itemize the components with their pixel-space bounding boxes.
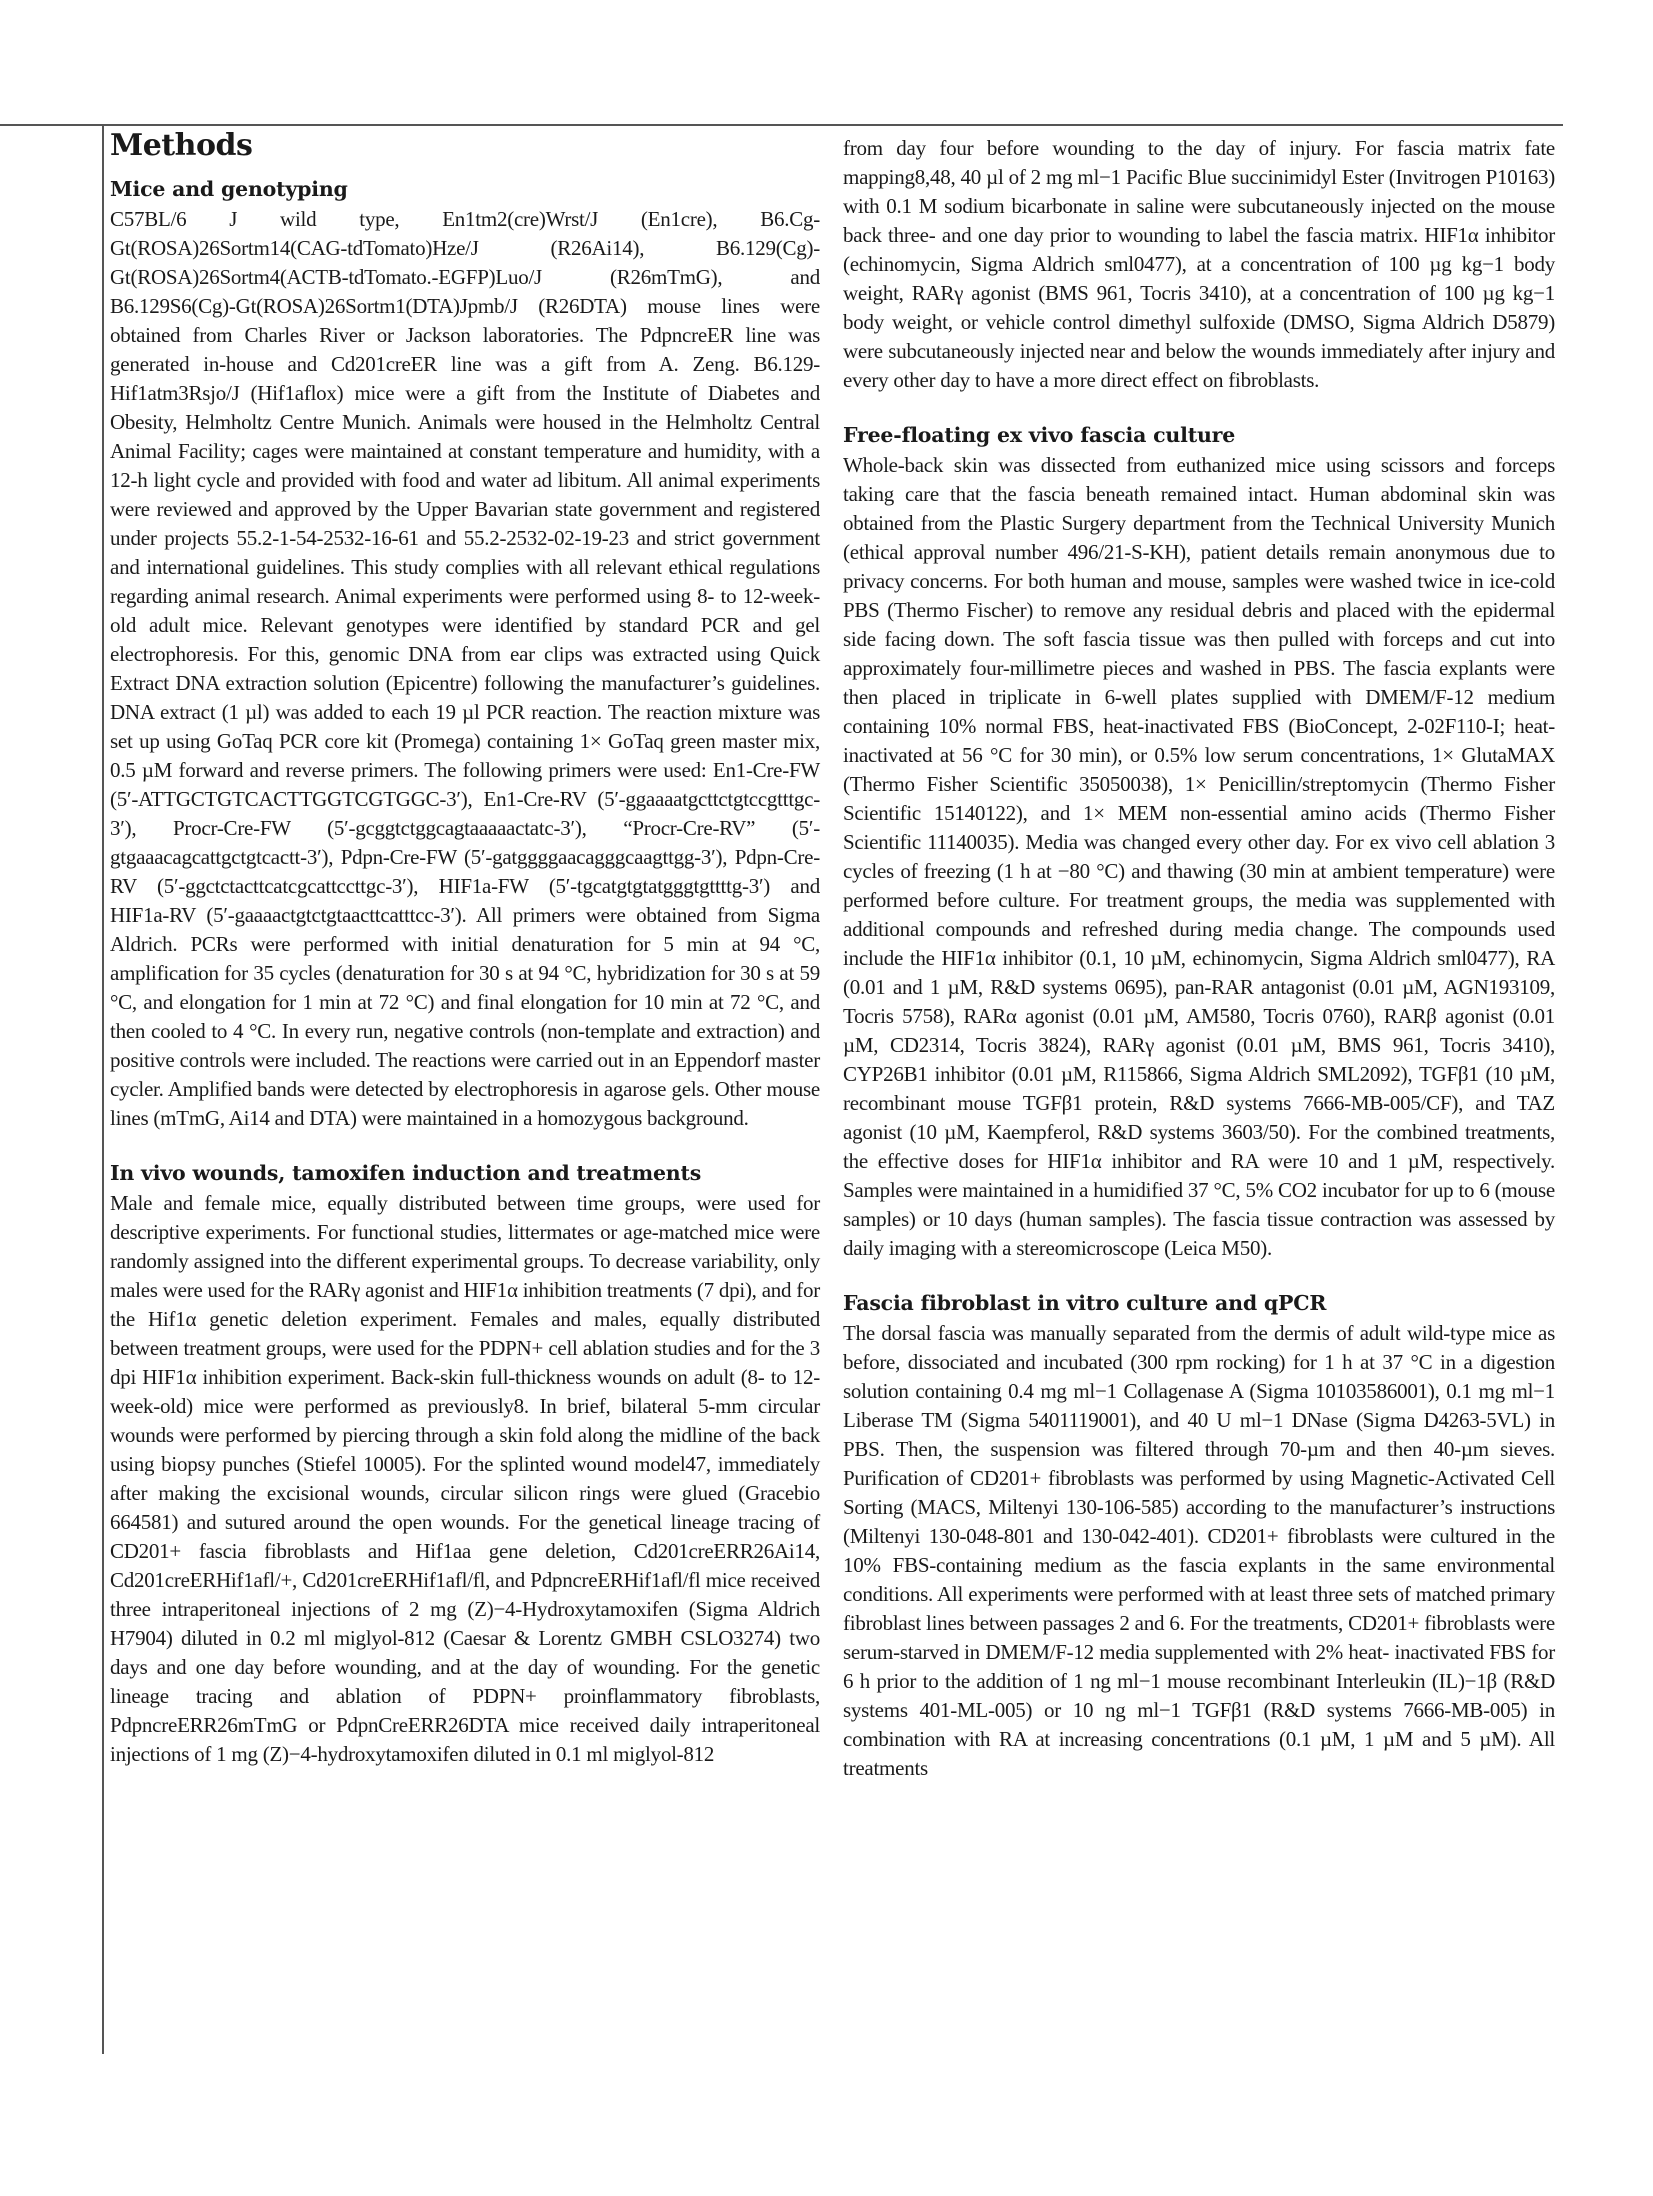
paragraph-exvivo: Whole-back skin was dissected from euthanized mice using scissors and forceps taking care that the fascia beneath remained intact. Human abdominal skin was obtained from the Plastic Surgery department from the Technical University Munich (ethical approval number 496/21-S-KH), patient details remain anonymous due to privacy concerns. For both human and mouse, samples were washed twice in ice-cold PBS (Thermo Fischer) to remove any residual debris and placed with the epidermal side facing down. The soft fascia tissue was then pulled with forceps and cut into approximately four-millimetre pieces and washed in PBS. The fascia explants were then placed in triplicate in 6-well plates supplied with DMEM/F-12 medium containing 10% normal FBS, heat-inactivated FBS (BioConcept, 2-02F110-I; heat-inactivated at 56 °C for 30 min), or 0.5% low serum concentrations, 1× GlutaMAX (Thermo Fisher Scientific 35050038), 1× Penicillin/streptomycin (Thermo Fisher Scientific 15140122), and 1× MEM non-essential amino acids (Thermo Fisher Scientific 11140035). Media was changed every other day. For ex vivo cell ablation 3 cycles of freezing (1 h at −80 °C) and thawing (30 min at ambient temperature) were performed before culture. For treatment groups, the media was supplemented with additional compounds and refreshed during media change. The compounds used include the HIF1α inhibitor (0.1, 10 µM, echinomycin, Sigma Aldrich sml0477), RA (0.01 and 1 µM, R&D systems 0695), pan-RAR antagonist (0.01 µM, AGN193109, Tocris 5758), RARα agonist (0.01 µM, AM580, Tocris 0760), RARβ agonist (0.01 µM, CD2314, Tocris 3824), RARγ agonist (0.01 µM, BMS 961, Tocris 3410), CYP26B1 inhibitor (0.01 µM, R115866, Sigma Aldrich SML2092), TGFβ1 (10 µM, recombinant mouse TGFβ1 protein, R&D systems 7666-MB-005/CF), and TAZ agonist (10 µM, Kaempferol, R&D systems 3603/50). For the combined treatments, the effective doses for HIF1α inhibitor and RA were 10 and 1 µM, respectively. Samples were maintained in a humidified 37 °C, 5% CO2 incubator for up to 6 (mouse samples) or 10 days (human samples). The fascia tissue contraction was assessed by daily imaging with a stereomicroscope (Leica M50). — [843, 453, 1555, 1260]
top-rule — [0, 124, 1563, 126]
left-column — [110, 128, 820, 1769]
paragraph-invivo: Male and female mice, equally distributed between time groups, were used for descriptive experiments. For functional studies, littermates or age-matched mice were randomly assigned into the different experimental groups. To decrease variability, only males were used for the RARγ agonist and HIF1α inhibition treatments (7 dpi), and for the Hif1α genetic deletion experiment. Females and males, equally distributed between treatment groups, were used for the PDPN+ cell ablation studies and for the 3 dpi HIF1α inhibition experiment. Back-skin full-thickness wounds on adult (8- to 12-week-old) mice were performed as previously8. In brief, bilateral 5-mm circular wounds were performed by piercing through a skin fold along the midline of the back using biopsy punches (Stiefel 10005). For the splinted wound model47, immediately after making the excisional wounds, circular silicon rings were glued (Gracebio 664581) and sutured around the open wounds. For the genetical lineage tracing of CD201+ fascia fibroblasts and Hif1aa gene deletion, Cd201creERR26Ai14, Cd201creERHif1afl/+, Cd201creERHif1afl/fl, and PdpncreERHif1afl/fl mice received three intraperitoneal injections of 2 mg (Z)−4-Hydroxytamoxifen (Sigma Aldrich H7904) diluted in 0.2 ml miglyol-812 (Caesar & Lorentz GMBH CSLO3274) two days and one day before wounding, and at the day of wounding. For the genetic lineage tracing and ablation of PDPN+ proinflammatory fibroblasts, PdpncreERR26mTmG or PdpnCreERR26DTA mice received daily intraperitoneal injections of 1 mg (Z)−4-hydroxytamoxifen diluted in 0.1 ml miglyol-812 — [110, 1191, 820, 1766]
subsection-title-mice: Mice and genotyping — [110, 177, 348, 201]
subsection-title-invivo: In vivo wounds, tamoxifen induction and treatments — [110, 1161, 702, 1185]
section-title: Methods — [110, 128, 253, 163]
right-column — [843, 128, 1555, 1783]
subsection-title-exvivo: Free-floating ex vivo fascia culture — [843, 423, 1236, 447]
paragraph-mice: C57BL/6 J wild type, En1tm2(cre)Wrst/J (En1cre), B6.Cg-Gt(ROSA)26Sortm14(CAG-tdTomato)Hze/J (R26Ai14), B6.129(Cg)-Gt(ROSA)26Sortm4(ACTB-tdTomato.-EGFP)Luo/J (R26mTmG), and B6.129S6(Cg)-Gt(ROSA)26Sortm1(DTA)Jpmb/J (R26DTA) mouse lines were obtained from Charles River or Jackson laboratories. The PdpncreER line was generated in-house and Cd201creER line was a gift from A. Zeng. B6.129-Hif1atm3Rsjo/J (Hif1aflox) mice were a gift from the Institute of Diabetes and Obesity, Helmholtz Centre Munich. Animals were housed in the Helmholtz Central Animal Facility; cages were maintained at constant temperature and humidity, with a 12-h light cycle and provided with food and water ad libitum. All animal experiments were reviewed and approved by the Upper Bavarian state government and registered under projects 55.2-1-54-2532-16-61 and 55.2-2532-02-19-23 and strict government and international guidelines. This study complies with all relevant ethical regulations regarding animal research. Animal experiments were performed using 8- to 12-week-old adult mice. Relevant genotypes were identified by standard PCR and gel electrophoresis. For this, genomic DNA from ear clips was extracted using Quick Extract DNA extraction solution (Epicentre) following the manufacturer’s guidelines. DNA extract (1 µl) was added to each 19 µl PCR reaction. The reaction mixture was set up using GoTaq PCR core kit (Promega) containing 1× GoTaq green master mix, 0.5 µM forward and reverse primers. The following primers were used: En1-Cre-FW (5′-ATTGCTGTCACTTGGTCGTGGC-3′), En1-Cre-RV (5′-ggaaaatgcttctgtccgtttgc-3′), Procr-Cre-FW (5′-gcggtctggcagtaaaaactatc-3′), “Procr-Cre-RV” (5′-gtgaaacagcattgctgtcactt-3′), Pdpn-Cre-FW (5′-gatggggaacagggcaagttgg-3′), Pdpn-Cre-RV (5′-ggctctacttcatcgcattccttgc-3′), HIF1a-FW (5′-tgcatgtgtatgggtgttttg-3′) and HIF1a-RV (5′-gaaaactgtctgtaacttcatttcc-3′). All primers were obtained from Sigma Aldrich. PCRs were performed with initial denaturation for 5 min at 94 °C, amplification for 35 cycles (denaturation for 30 s at 94 °C, hybridization for 30 s at 59 °C, and elongation for 1 min at 72 °C) and final elongation for 10 min at 72 °C, and then cooled to 4 °C. In every run, negative controls (non-template and extraction) and positive controls were included. The reactions were carried out in an Eppendorf master cycler. Amplified bands were detected by electrophoresis in agarose gels. Other mouse lines (mTmG, Ai14 and DTA) were maintained in a homozygous background. — [110, 207, 820, 1130]
paragraph-invitro: The dorsal fascia was manually separated from the dermis of adult wild-type mice as before, dissociated and incubated (300 rpm rocking) for 1 h at 37 °C in a digestion solution containing 0.4 mg ml−1 Collagenase A (Sigma 10103586001), 0.1 mg ml−1 Liberase TM (Sigma 5401119001), and 40 U ml−1 DNase (Sigma D4263-5VL) in PBS. Then, the suspension was filtered through 70-µm and then 40-µm sieves. Purification of CD201+ fibroblasts was performed by using Magnetic-Activated Cell Sorting (MACS, Miltenyi 130-106-585) according to the manufacturer’s instructions (Miltenyi 130-048-801 and 130-042-401). CD201+ fibroblasts were cultured in the 10% FBS-containing medium as the fascia explants in the same environmental conditions. All experiments were performed with at least three sets of matched primary fibroblast lines between passages 2 and 6. For the treatments, CD201+ fibroblasts were serum-starved in DMEM/F-12 media supplemented with 2% heat- inactivated FBS for 6 h prior to the addition of 1 ng ml−1 mouse recombinant Interleukin (IL)−1β (R&D systems 401-ML-005) or 10 ng ml−1 TGFβ1 (R&D systems 7666-MB-005) in combination with RA at increasing concentrations (0.1 µM, 1 µM and 5 µM). All treatments — [843, 1321, 1555, 1780]
subsection-title-invitro: Fascia fibroblast in vitro culture and qPCR — [843, 1291, 1327, 1315]
paragraph-invivo-continued: from day four before wounding to the day of injury. For fascia matrix fate mapping8,48, 40 µl of 2 mg ml−1 Pacific Blue succinimidyl Ester (Invitrogen P10163) with 0.1 M sodium bicarbonate in saline were subcutaneously injected on the mouse back three- and one day prior to wounding to label the fascia matrix. HIF1α inhibitor (echinomycin, Sigma Aldrich sml0477), at a concentration of 100 µg kg−1 body weight, RARγ agonist (BMS 961, Tocris 3410), at a concentration of 100 µg kg−1 body weight, or vehicle control dimethyl sulfoxide (DMSO, Sigma Aldrich D5879) were subcutaneously injected near and below the wounds immediately after injury and every other day to have a more direct effect on fibroblasts. — [843, 136, 1555, 392]
left-rule — [102, 124, 104, 2054]
